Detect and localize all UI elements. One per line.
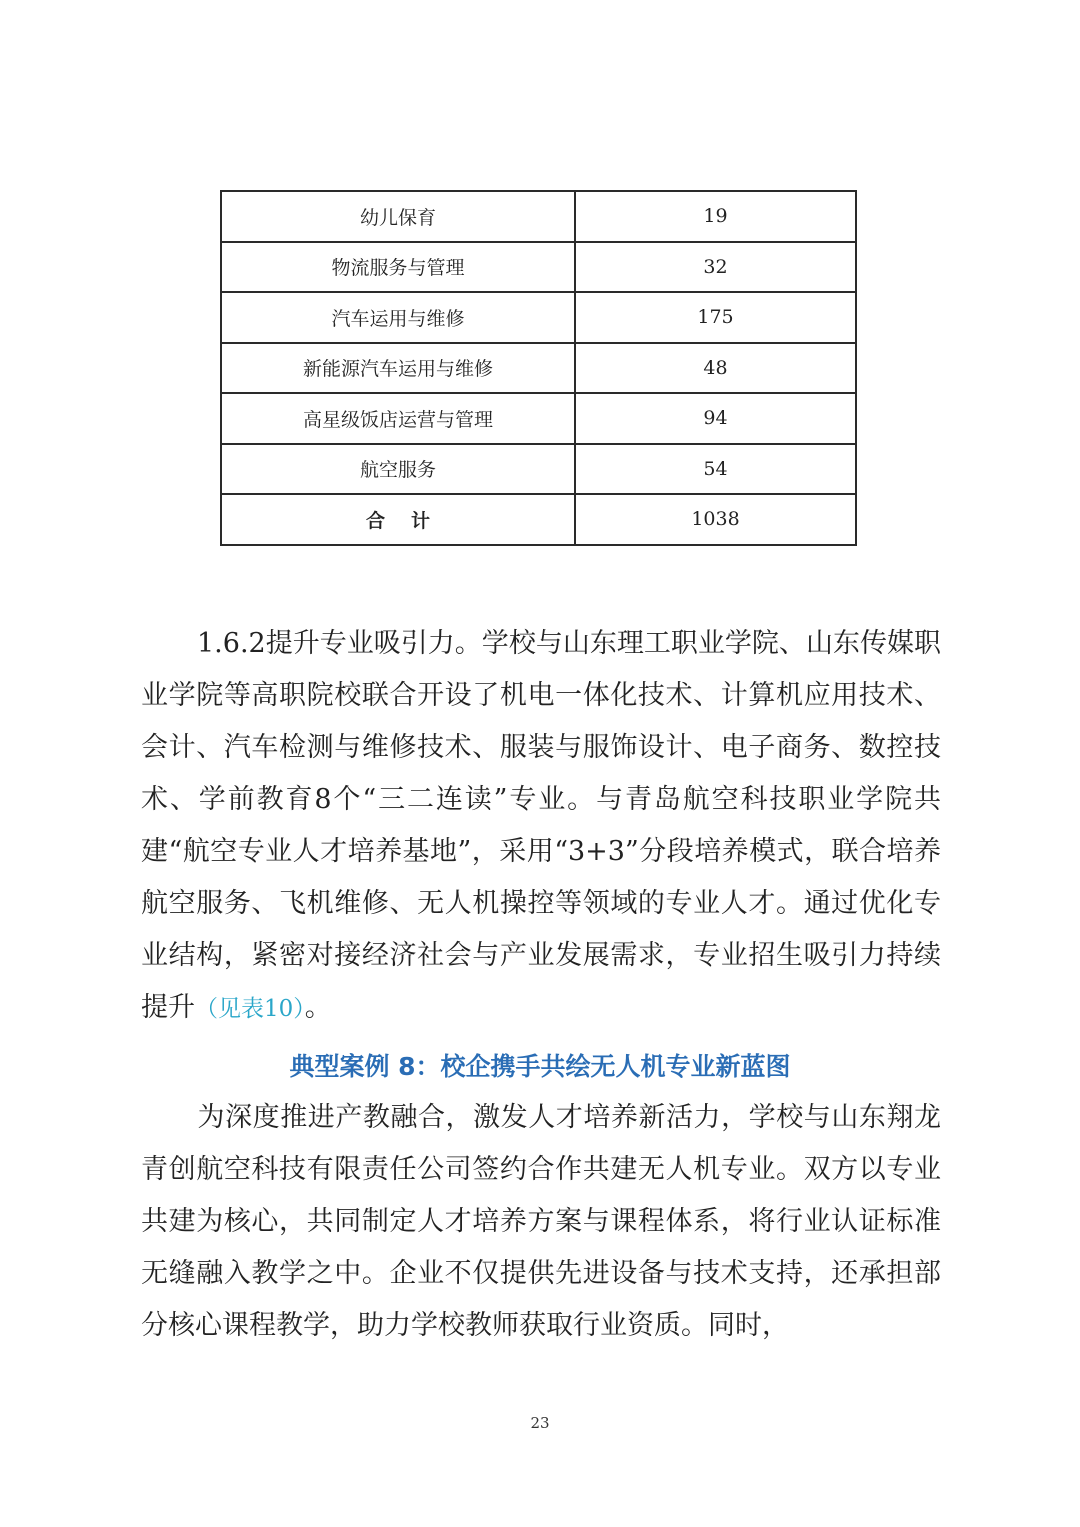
table-total-row [221, 494, 856, 545]
total-label-cell: 合计 [221, 494, 575, 545]
count-cell: 19 [575, 191, 856, 242]
section-1-6-2-text: 1.6.2提升专业吸引力。学校与山东理工职业学院、山东传媒职业学院等高职院校联合开设了机电一体化技术、计算机应用技术、会计、汽车检测与维修技术、服装与服饰设计、电子商务、数控技术、学前教育8个“三二连读”专业。与青岛航空科技职业学院共建“航空专业人才培养基地”，采用“3+3”分段培养模式，联合培养航空服务、飞机维修、无人机操控等领域的专业人才。通过优化专业结构，紧密对接经济社会与产业发展需求，专业招生吸引力持续提升 [141, 628, 941, 1023]
major-cell: 新能源汽车运用与维修 [221, 343, 575, 394]
count-cell: 94 [575, 393, 856, 444]
major-cell: 航空服务 [221, 444, 575, 495]
page-number: 23 [530, 1414, 550, 1432]
table-row [221, 444, 856, 495]
count-cell: 54 [575, 444, 856, 495]
total-value-cell: 1038 [575, 494, 856, 545]
table-row [221, 292, 856, 343]
count-cell: 175 [575, 292, 856, 343]
section-1-6-2-paragraph [141, 618, 941, 1035]
enrollment-table [220, 190, 857, 546]
major-cell: 高星级饭店运营与管理 [221, 393, 575, 444]
major-cell: 汽车运用与维修 [221, 292, 575, 343]
paragraph-end-punct: 。 [304, 992, 332, 1023]
major-cell: 物流服务与管理 [221, 242, 575, 293]
count-cell: 48 [575, 343, 856, 394]
case-study-paragraph [141, 1092, 941, 1352]
table-row [221, 242, 856, 293]
major-cell: 幼儿保育 [221, 191, 575, 242]
case-study-text: 为深度推进产教融合，激发人才培养新活力，学校与山东翔龙青创航空科技有限责任公司签约合作共建无人机专业。双方以专业共建为核心，共同制定人才培养方案与课程体系，将行业认证标准无缝融入教学之中。企业不仅提供先进设备与技术支持，还承担部分核心课程教学，助力学校教师获取行业资质。同时， [141, 1102, 941, 1341]
count-cell: 32 [575, 242, 856, 293]
table-row [221, 343, 856, 394]
table-row [221, 393, 856, 444]
table-reference: （见表10） [195, 996, 305, 1022]
case-study-heading: 典型案例 8：校企携手共绘无人机专业新蓝图 [289, 1052, 791, 1081]
table-row [221, 191, 856, 242]
